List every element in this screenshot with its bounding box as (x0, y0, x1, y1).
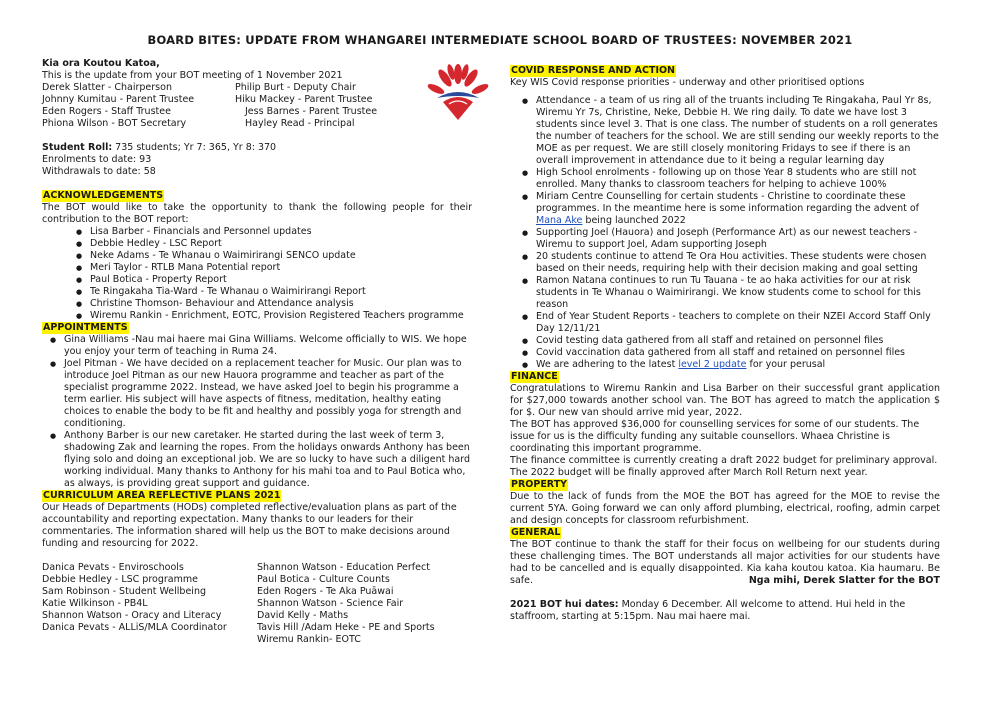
acknowledgements-list (42, 226, 472, 322)
list-item: ● Gina Williams -Nau mai haere mai Gina Williams. Welcome officially to WIS. We hope you enjoy your term of teaching in Ruma 24. (64, 334, 472, 358)
student-roll: Student Roll: 735 students; Yr 7: 365, Yr 8: 370 (42, 142, 277, 153)
curriculum-text: Our Heads of Departments (HODs) completed reflective/evaluation plans as part of the accountability and reporting expectation. Many thanks to our leaders for their commentaries. The information shared will help us the BOT to make decisions around funding and resourcing for 2022. (42, 502, 457, 549)
general-heading: GENERAL (511, 527, 561, 538)
acknowledgements-text: The BOT would like to take the opportunity to thank the following people for their contribution to the BOT report: (42, 202, 472, 225)
list-item: ● Anthony Barber is our new caretaker. He started during the last week of term 3, shadowing Zak and learning the ropes. From the holidays onwards Anthony has been flying solo and doing an exceptional job. We are so lucky to have such a diligent hard working individual. Many thanks to Anthony for his mahi toa and to Paul Botica who, as always, is providing great support and guidance. (64, 430, 472, 490)
trustee-name: Derek Slatter - Chairperson (42, 82, 172, 93)
hod-item: Katie Wilkinson - PB4L (42, 598, 148, 609)
list-item: ● Covid vaccination data gathered from all staff and retained on personnel files (536, 347, 940, 359)
covid-list (510, 95, 940, 371)
list-item: ● Debbie Hedley - LSC Report (90, 238, 472, 250)
finance-paragraph: The BOT has approved $36,000 for counselling services for some of our students. The issue for us is the difficulty funding any suitable counsellors. Whaea Christine is coordinating this important programme. (510, 419, 920, 454)
trustee-name: Eden Rogers - Staff Trustee (42, 106, 171, 117)
hod-list (42, 562, 472, 646)
hod-item: Sam Robinson - Student Wellbeing (42, 586, 206, 597)
trustee-name: Phiona Wilson - BOT Secretary (42, 118, 187, 129)
finance-paragraph: The finance committee is currently creating a draft 2022 budget for preliminary approval. The 2022 budget will be finally approved after March Roll Return next year. (510, 455, 938, 478)
hod-item: Danica Pevats - ALLiS/MLA Coordinator (42, 622, 227, 633)
covid-heading: COVID RESPONSE AND ACTION (511, 65, 676, 76)
hui-dates: 2021 BOT hui dates: Monday 6 December. All welcome to attend. Hui held in the staffroom, starting at 5:15pm. Nau mai haere mai. (510, 599, 906, 622)
level-2-update-link[interactable]: level 2 update (678, 359, 747, 370)
list-item: ● Meri Taylor - RTLB Mana Potential report (90, 262, 472, 274)
list-item: ● Joel Pitman - We have decided on a replacement teacher for Music. Our plan was to introduce Joel Pitman as our new Hauora programme and teacher as part of the specialist programme 2022. Instead, we have asked Joel to begin his programme a term earlier. His subject will have aspects of fitness, meditation, healthy eating choices to enable the body to be fit and healthy and possibly yoga for strength and conditioning. (64, 358, 472, 430)
signoff: Nga mihi, Derek Slatter for the BOT (748, 575, 940, 586)
withdrawals: Withdrawals to date: 58 (42, 166, 156, 177)
trustee-row (42, 118, 472, 130)
hod-item: Debbie Hedley - LSC programme (42, 574, 198, 585)
right-column (510, 65, 940, 623)
list-item: ● Christine Thomson- Behaviour and Attendance analysis (90, 298, 472, 310)
trustee-name: Hayley Read - Principal (245, 118, 355, 129)
hod-item: Wiremu Rankin- EOTC (257, 634, 361, 645)
covid-intro: Key WIS Covid response priorities - underway and other prioritised options (510, 77, 865, 88)
property-text: Due to the lack of funds from the MOE the BOT has agreed for the MOE to revise the current 5YA. Going forward we can only afford plumbing, electrical, roofing, admin carpet and design concepts for classroom refurbishment. (510, 491, 940, 526)
list-item: ● End of Year Student Reports - teachers to complete on their NZEI Accord Staff Only Day 12/11/21 (536, 311, 940, 335)
appointments-heading: APPOINTMENTS (43, 322, 128, 333)
appointments-list (42, 334, 472, 490)
hod-column-left (42, 562, 257, 646)
curriculum-heading: CURRICULUM AREA REFLECTIVE PLANS 2021 (43, 490, 281, 501)
list-item: ● Miriam Centre Counselling for certain students - Christine to coordinate these programmes. In the meantime here is some information regarding the advent of Mana Ake being launched 2022 (536, 191, 940, 227)
enrolments: Enrolments to date: 93 (42, 154, 152, 165)
list-item: ● 20 students continue to attend Te Ora Hou activities. These students were chosen based on their needs, requiring help with their decision making and goal setting (536, 251, 940, 275)
hod-item: Shannon Watson - Oracy and Literacy (42, 610, 222, 621)
list-item: ● Neke Adams - Te Whanau o Waimirirangi SENCO update (90, 250, 472, 262)
hod-item: Eden Rogers - Te Aka Puāwai (257, 586, 394, 597)
property-heading: PROPERTY (511, 479, 568, 490)
page-title: BOARD BITES: UPDATE FROM WHANGAREI INTERMEDIATE SCHOOL BOARD OF TRUSTEES: NOVEMBER 2021 (147, 33, 853, 47)
mana-ake-link[interactable]: Mana Ake (536, 215, 583, 226)
trustee-row (42, 94, 472, 106)
trustee-row (42, 106, 472, 118)
list-item: ● Ramon Natana continues to run Tu Tauana - te ao haka activities for our at risk students in Te Whanau o Waimirirangi. We know students come to school for this reason (536, 275, 940, 311)
left-column (42, 58, 472, 646)
general-text: The BOT continue to thank the staff for their focus on wellbeing for our students during these challenging times. The BOT understands all major activities for our students have had to be cancelled and is equally disappointed. Kia kaha koutou katoa. Kia haumaru. Be safe. (510, 539, 940, 586)
list-item: ● Covid testing data gathered from all staff and retained on personnel files (536, 335, 940, 347)
trustee-name: Johnny Kumitau - Parent Trustee (42, 94, 195, 105)
trustee-name: Philip Burt - Deputy Chair (235, 82, 356, 93)
list-item: ● Supporting Joel (Hauora) and Joseph (Performance Art) as our newest teachers - Wiremu to support Joel, Adam supporting Joseph (536, 227, 940, 251)
hod-item: Danica Pevats - Enviroschools (42, 562, 184, 573)
list-item: ● High School enrolments - following up on those Year 8 students who are still not enrolled. Many thanks to classroom teachers for helping to achieve 100% (536, 167, 940, 191)
hod-item: Tavis Hill /Adam Heke - PE and Sports (257, 622, 435, 633)
hod-item: Shannon Watson - Science Fair (257, 598, 404, 609)
list-item: ● We are adhering to the latest level 2 update for your perusal (536, 359, 940, 371)
hod-column-right (257, 562, 472, 646)
list-item: ● Paul Botica - Property Report (90, 274, 472, 286)
acknowledgements-heading: ACKNOWLEDGEMENTS (43, 190, 164, 201)
list-item: ● Te Ringakaha Tia-Ward - Te Whanau o Waimirirangi Report (90, 286, 472, 298)
trustee-row (42, 82, 472, 94)
list-item: ● Attendance - a team of us ring all of the truants including Te Ringakaha, Paul Yr 8s, Wiremu Yr 7s, Christine, Neke, Debbie H. We ring daily. To date we have lost 3 students since level 3. That is one class. The number of students on a roll generates the number of teachers for the school. We are still sending our weekly reports to the MOE as per request. We are still closely monitoring Fridays to see if there is an overall improvement in attendance due to it being a regular learning day (536, 95, 940, 167)
list-item: ● Wiremu Rankin - Enrichment, EOTC, Provision Registered Teachers programme (90, 310, 472, 322)
hod-item: Paul Botica - Culture Counts (257, 574, 390, 585)
finance-paragraph: Congratulations to Wiremu Rankin and Lisa Barber on their successful grant application for $27,000 towards another school van. The BOT has agreed to match the application $ for $. Our new van should arrive mid year, 2022. (510, 383, 940, 418)
list-item: ● Lisa Barber - Financials and Personnel updates (90, 226, 472, 238)
hod-item: David Kelly - Maths (257, 610, 349, 621)
trustee-name: Jess Barnes - Parent Trustee (245, 106, 378, 117)
intro-text: This is the update from your BOT meeting of 1 November 2021 (42, 70, 343, 81)
greeting: Kia ora Koutou Katoa, (42, 58, 160, 69)
hod-item: Shannon Watson - Education Perfect (257, 562, 430, 573)
trustee-list (42, 82, 472, 130)
trustee-name: Hiku Mackey - Parent Trustee (235, 94, 373, 105)
finance-heading: FINANCE (511, 371, 558, 382)
